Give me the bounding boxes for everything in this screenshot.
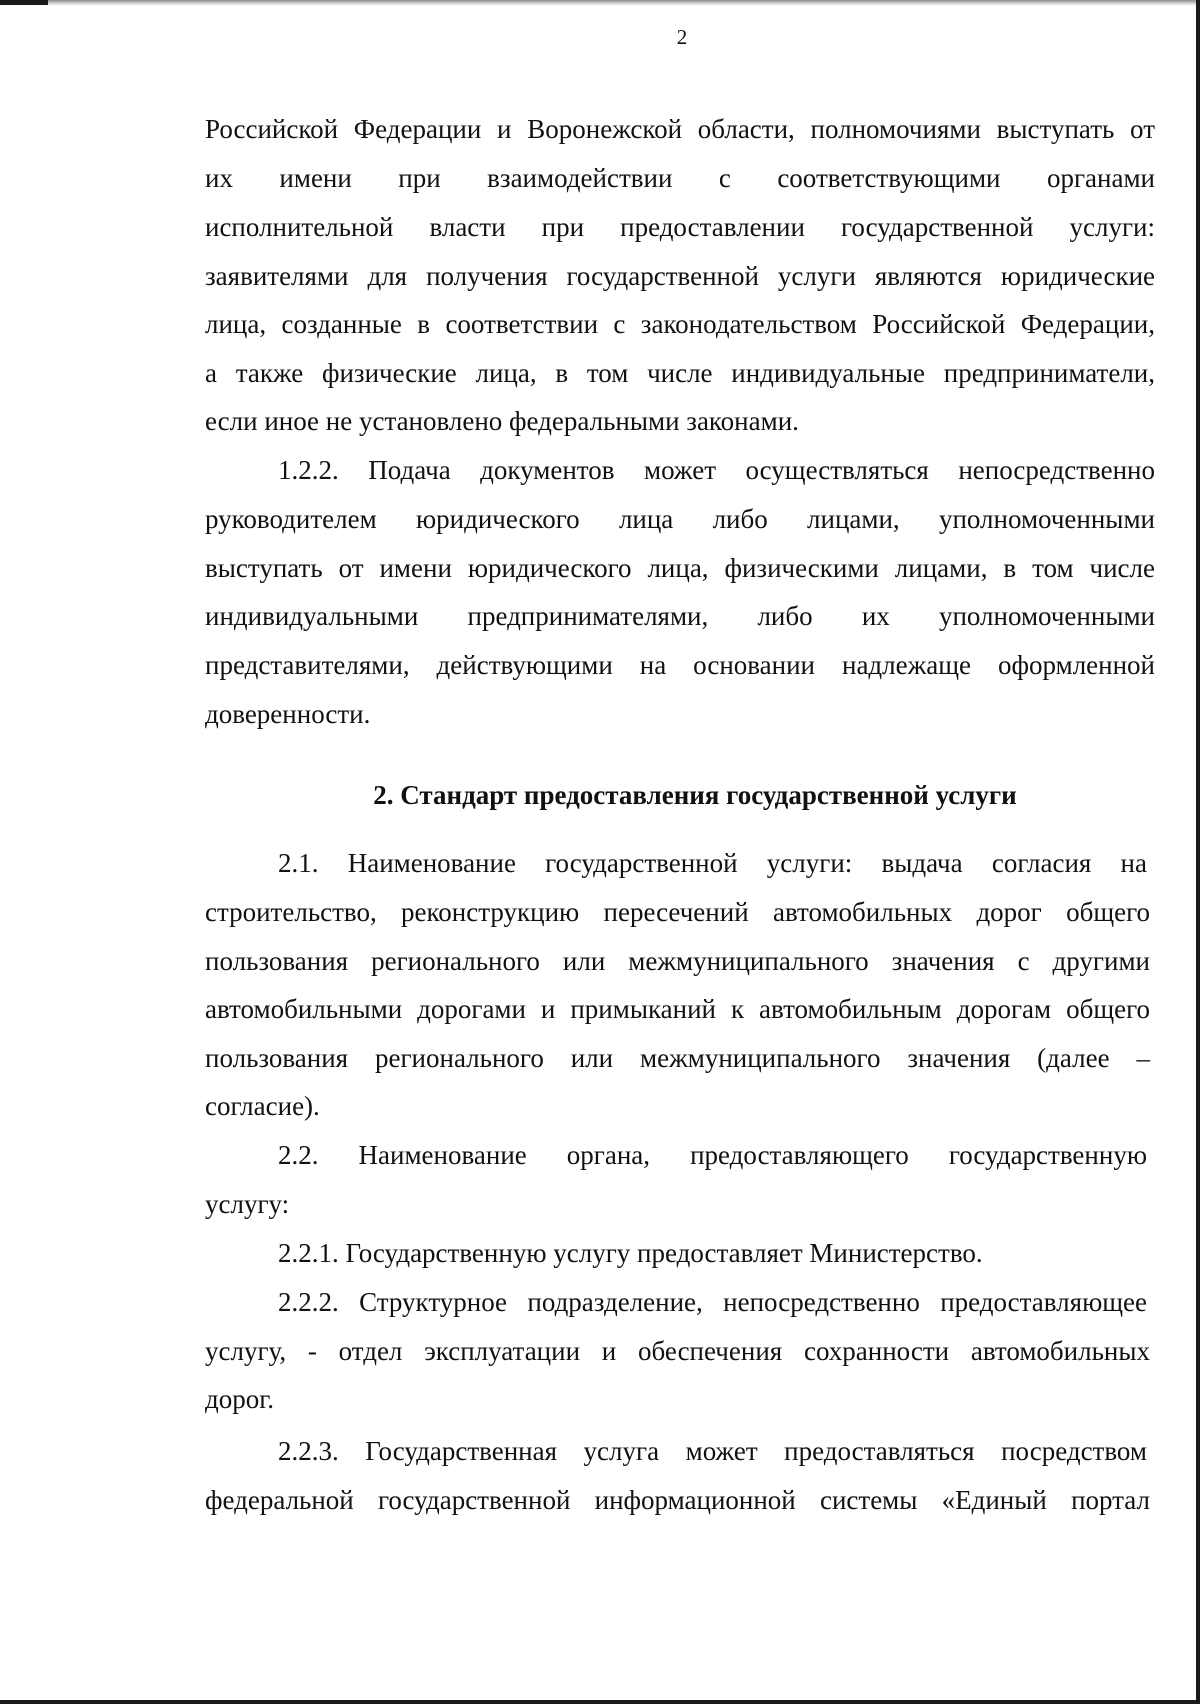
text-line: пользования регионального или межмуниципального значения с другими [205,946,1150,976]
page-number: 2 [676,25,688,49]
text-line: 2.2. Наименование органа, предоставляющего государственную [278,1140,1147,1170]
section-heading: 2. Стандарт предоставления государственной услуги [373,780,1017,810]
text-line: федеральной государственной информационной системы «Единый портал [205,1485,1150,1515]
scan-edge-bottom [0,1700,1200,1704]
text-line: услугу: [205,1189,290,1219]
text-line: услугу, - отдел эксплуатации и обеспечения сохранности автомобильных [205,1336,1150,1366]
scan-edge-right [1196,0,1200,1704]
text-line: Российской Федерации и Воронежской области, полномочиями выступать от [205,114,1155,144]
text-line: их имени при взаимодействии с соответствующими органами [205,163,1155,193]
text-line: пользования регионального или межмуниципального значения (далее – [205,1043,1150,1073]
text-line: 2.2.1. Государственную услугу предоставляет Министерство. [278,1238,983,1268]
text-line: согласие). [205,1091,320,1121]
text-line: если иное не установлено федеральными законами. [205,406,799,436]
text-line: лица, созданные в соответствии с законодательством Российской Федерации, [205,309,1155,339]
text-line: руководителем юридического лица либо лицами, уполномоченными [205,504,1155,534]
text-line: индивидуальными предпринимателями, либо их уполномоченными [205,601,1155,631]
text-line: 2.2.2. Структурное подразделение, непосредственно предоставляющее [278,1287,1147,1317]
text-line: а также физические лица, в том числе индивидуальные предприниматели, [205,358,1155,388]
text-line: 2.2.3. Государственная услуга может предоставляться посредством [278,1436,1147,1466]
text-line: 2.1. Наименование государственной услуги: выдача согласия на [278,848,1147,878]
text-line: строительство, реконструкцию пересечений автомобильных дорог общего [205,897,1150,927]
text-line: выступать от имени юридического лица, физическими лицами, в том числе [205,553,1155,583]
text-line: дорог. [205,1384,275,1414]
text-line: заявителями для получения государственной услуги являются юридические [205,261,1155,291]
scan-edge-top-left [0,0,48,5]
text-line: доверенности. [205,699,371,729]
text-line: представителями, действующими на основании надлежаще оформленной [205,650,1155,680]
text-line: исполнительной власти при предоставлении государственной услуги: [205,212,1155,242]
text-line: автомобильными дорогами и примыканий к автомобильным дорогам общего [205,994,1150,1024]
text-line: 1.2.2. Подача документов может осуществляться непосредственно [278,455,1155,485]
scan-edge-top [0,0,1200,6]
